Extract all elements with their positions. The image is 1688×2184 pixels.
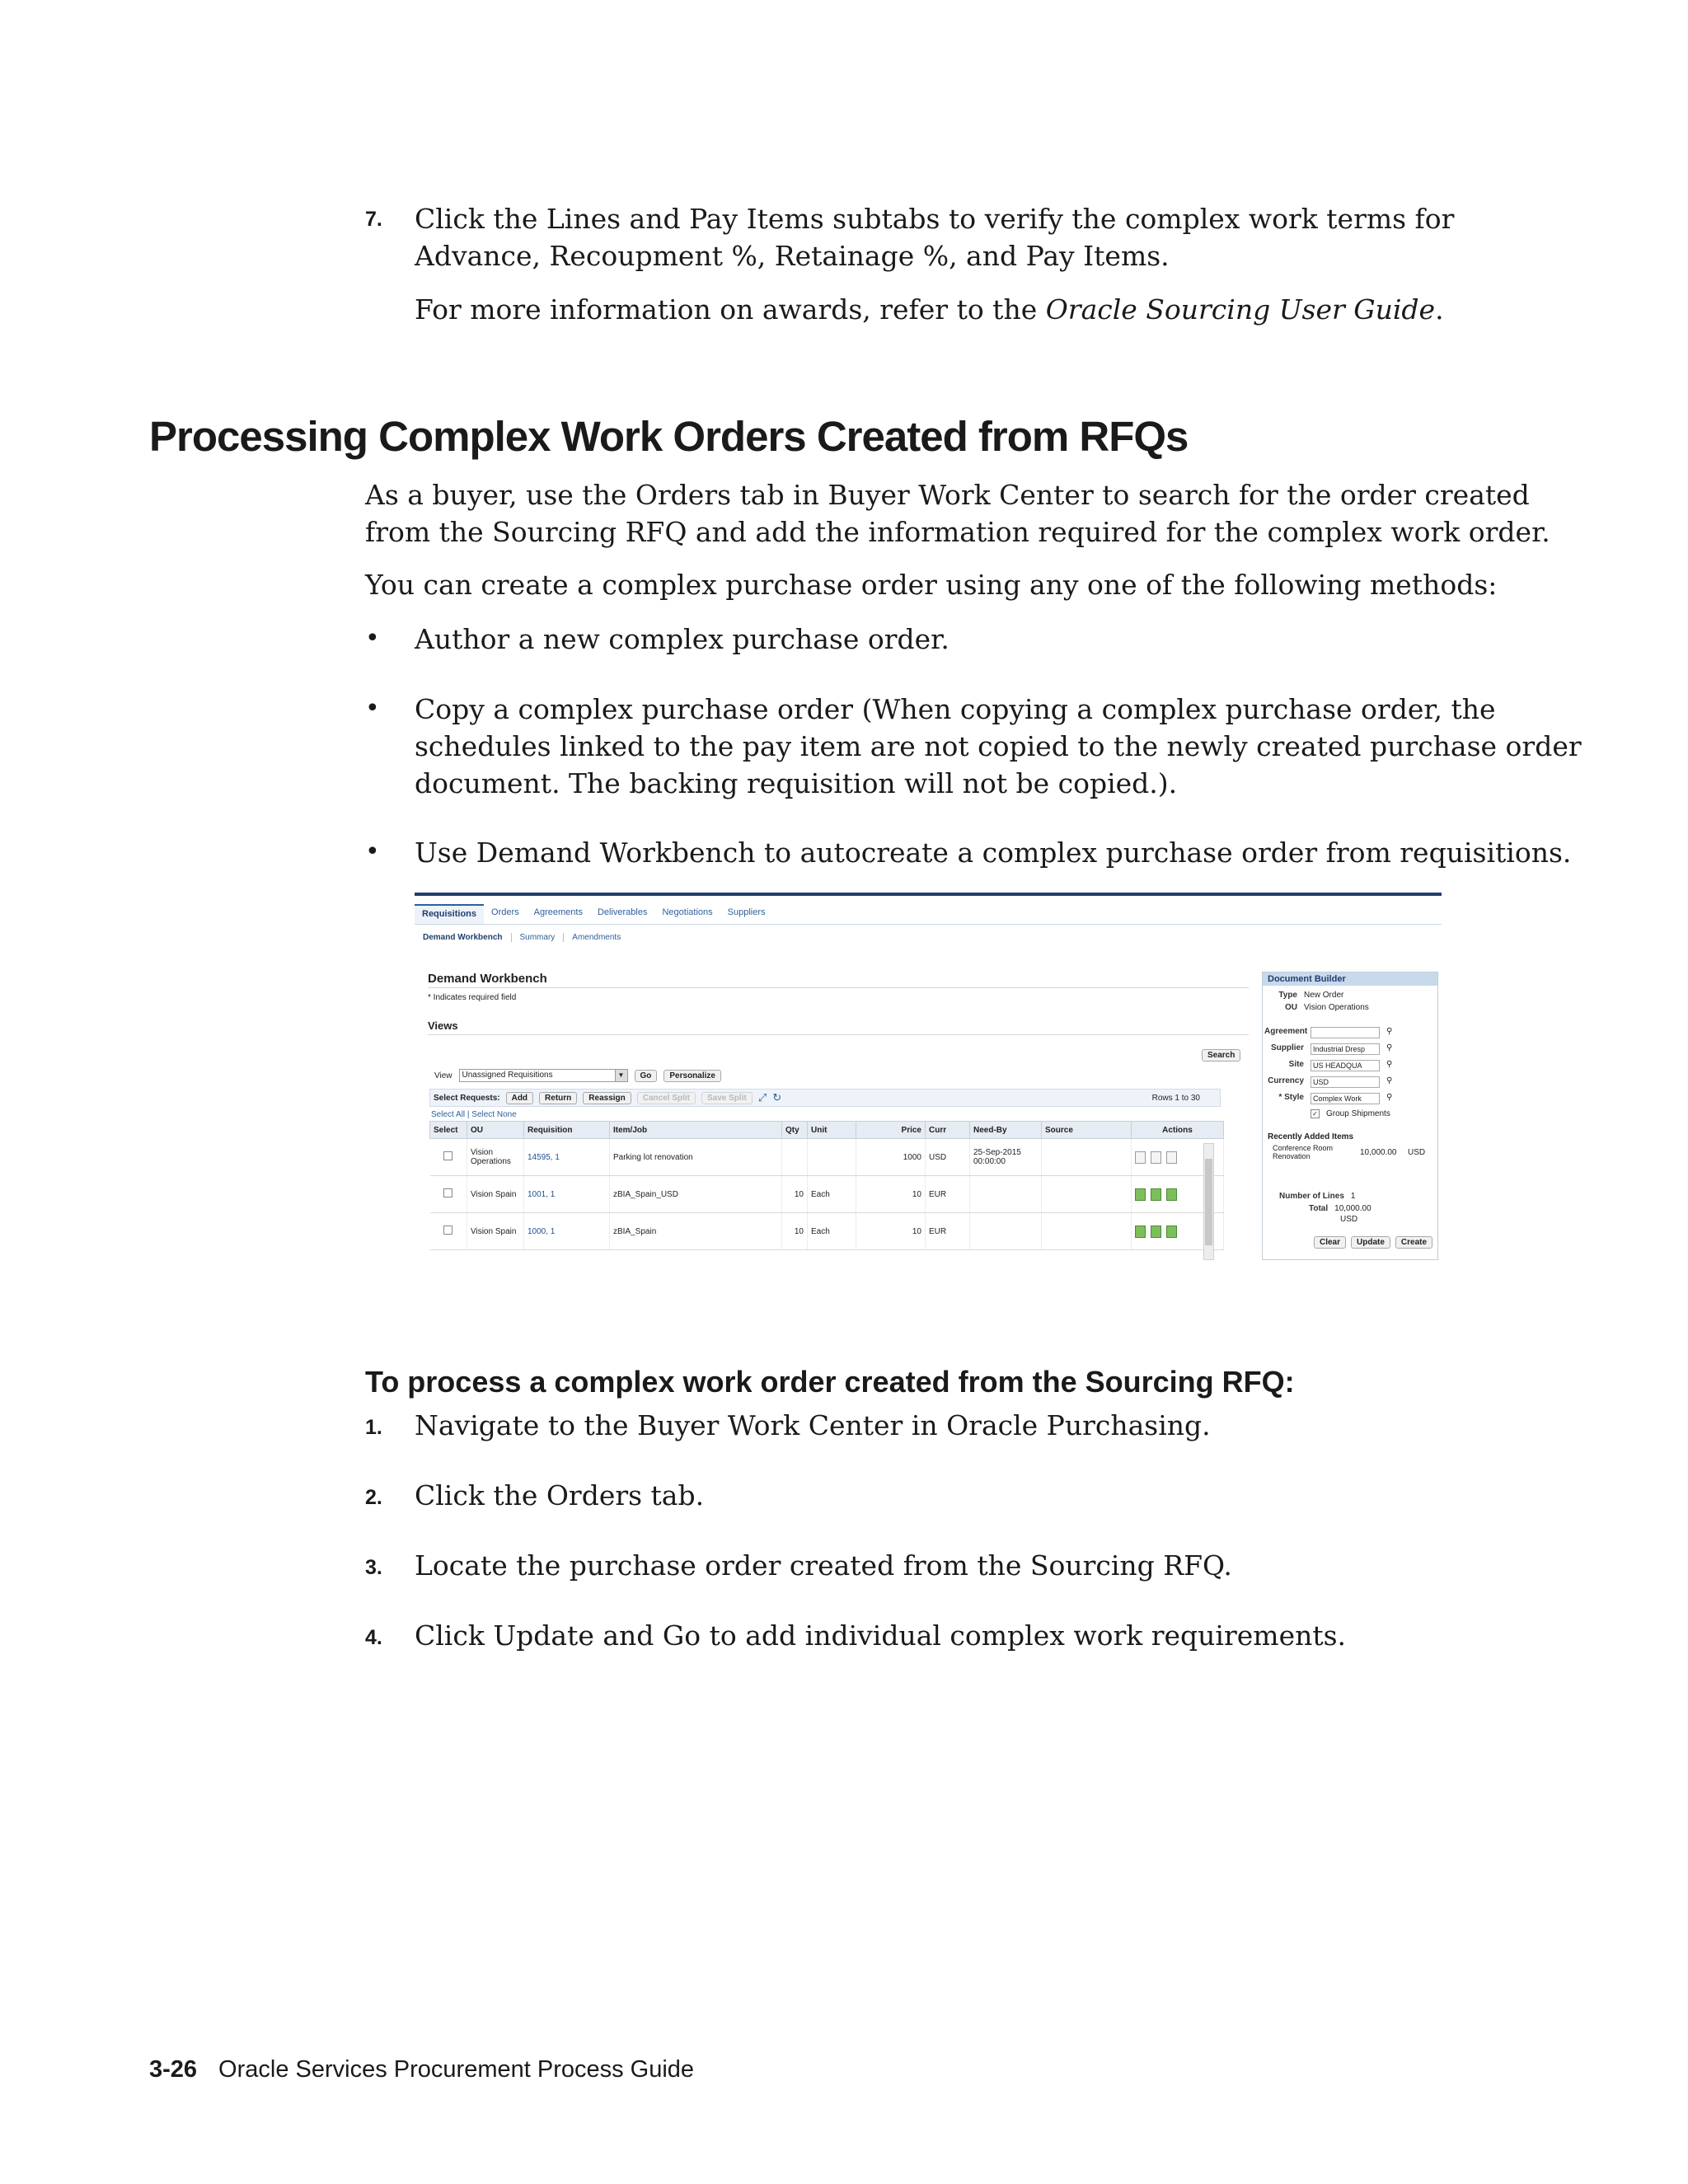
cell-item: zBIA_Spain_USD [610,1176,782,1213]
guide-title: Oracle Services Procurement Process Guide [218,2056,695,2083]
table-row [430,1176,1224,1213]
cell-unit: Each [808,1213,856,1250]
cell-item: Parking lot renovation [610,1139,782,1176]
create-button[interactable]: Create [1395,1236,1432,1249]
document-builder-title: Document Builder [1263,972,1437,986]
tab-deliverables[interactable]: Deliverables [597,907,648,917]
chevron-down-icon: ▼ [615,1070,627,1081]
site-row [1264,1060,1392,1071]
cell-price: 10 [856,1213,926,1250]
tab-suppliers[interactable]: Suppliers [727,907,766,917]
step-4-text: Click Update and Go to add individual complex work requirements. [415,1619,1347,1652]
col-select: Select [430,1122,467,1139]
expand-icon[interactable]: ⤢ [757,1091,767,1104]
add-button[interactable]: Add [506,1092,533,1104]
rows-indicator: Rows 1 to 30 [1151,1093,1200,1103]
cancel-split-button: Cancel Split [637,1092,696,1104]
cell-price: 10 [856,1176,926,1213]
cell-ou: Vision Operations [467,1139,524,1176]
cell-source [1042,1213,1132,1250]
type-label: Type [1278,991,1297,1000]
intro-line-1: As a buyer, use the Orders tab in Buyer Work Center to search for the order created [365,479,1530,511]
split-icon[interactable] [1166,1188,1177,1201]
search-icon[interactable]: ⚲ [1386,1027,1393,1036]
view-select-value: Unassigned Requisitions [462,1071,553,1080]
bullet-1-text: Author a new complex purchase order. [415,623,950,655]
currency-row [1264,1076,1392,1088]
cell-need-by: 25-Sep-2015 00:00:00 [970,1139,1042,1176]
ou-value: Vision Operations [1304,1003,1369,1012]
table-scrollbar[interactable] [1203,1143,1214,1260]
subtab-summary[interactable]: Summary [512,933,565,942]
step-7-line-2: Advance, Recoupment %, Retainage %, and Pay Items. [415,240,1170,272]
split-icon[interactable] [1166,1226,1177,1238]
row-checkbox[interactable] [443,1188,452,1197]
total-value: 10,000.00 [1334,1204,1372,1213]
go-button[interactable]: Go [635,1070,658,1082]
supplier-label: Supplier [1270,1043,1304,1052]
cell-curr: EUR [926,1213,970,1250]
search-icon[interactable]: ⚲ [1386,1076,1393,1085]
bullet-3-text: Use Demand Workbench to autocreate a complex purchase order from requisitions. [415,837,1572,869]
type-value: New Order [1304,991,1344,1000]
step-7-text [415,200,1454,274]
cell-ou: Vision Spain [467,1213,524,1250]
procedure-title: To process a complex work order created from the Sourcing RFQ: [365,1365,1295,1399]
col-need-by[interactable]: Need-By [970,1122,1042,1139]
site-field[interactable]: US HEADQUA [1311,1060,1380,1071]
page-number: 3-26 [149,2056,198,2083]
agreement-field[interactable] [1311,1027,1380,1038]
sub-tabs [423,933,629,942]
bullet-2-line-1: Copy a complex purchase order (When copying a complex purchase order, the [415,693,1496,725]
step-1-text: Navigate to the Buyer Work Center in Oracle Purchasing. [415,1409,1211,1441]
views-heading: Views [428,1019,458,1032]
select-requests-label: Select Requests: [434,1093,500,1103]
col-qty: Qty [782,1122,808,1139]
methods-intro: You can create a complex purchase order using any one of the following methods: [365,569,1498,601]
split-icon[interactable] [1166,1151,1177,1164]
ou-row [1258,1003,1369,1012]
lines-row [1279,1192,1355,1201]
col-ou[interactable]: OU [467,1122,524,1139]
bullet-3-marker: • [365,837,380,866]
cell-requisition-link[interactable]: 14595, 1 [524,1139,610,1176]
bullet-2-line-3: document. The backing requisition will not be copied.). [415,767,1178,799]
type-row [1258,991,1343,1000]
required-note: * Indicates required field [428,993,517,1002]
title-divider [428,987,1249,988]
add-to-document-icon[interactable] [1151,1151,1161,1164]
cell-curr: EUR [926,1176,970,1213]
currency-field[interactable]: USD [1311,1076,1380,1088]
lines-label: Number of Lines [1279,1192,1344,1201]
cell-qty [782,1139,808,1176]
group-shipments-label: Group Shipments [1326,1109,1390,1118]
step-3-number: 3. [365,1556,382,1579]
more-info-prefix: For more information on awards, refer to the [415,293,1046,326]
intro-line-2: from the Sourcing RFQ and add the information required for the complex work order. [365,516,1550,548]
cell-curr: USD [926,1139,970,1176]
table-header-row [430,1122,1224,1139]
document-builder-buttons [1314,1236,1432,1249]
tab-orders[interactable]: Orders [491,907,519,917]
agreement-label: Agreement [1264,1027,1308,1036]
demand-workbench-screenshot [415,893,1442,1263]
bullet-1-marker: • [365,624,380,653]
style-label: * Style [1278,1093,1304,1102]
search-icon[interactable]: ⚲ [1386,1043,1393,1052]
clear-button[interactable]: Clear [1314,1236,1346,1249]
cell-need-by [970,1213,1042,1250]
table-row [430,1139,1224,1176]
search-button[interactable]: Search [1202,1049,1240,1062]
search-icon[interactable]: ⚲ [1386,1093,1393,1102]
section-title: Processing Complex Work Orders Created from RFQs [149,413,1189,460]
col-curr[interactable]: Curr [926,1122,970,1139]
step-2-text: Click the Orders tab. [415,1479,705,1511]
intro-paragraph [365,476,1550,551]
return-button[interactable]: Return [539,1092,577,1104]
more-info-paragraph [415,291,1444,328]
refresh-icon[interactable]: ↻ [772,1091,782,1104]
update-button[interactable]: Update [1351,1236,1390,1249]
step-3-text: Locate the purchase order created from the Sourcing RFQ. [415,1549,1232,1582]
row-checkbox[interactable] [443,1226,452,1235]
bullet-2-line-2: schedules linked to the pay item are not copied to the newly created purchase order [415,730,1582,762]
tab-agreements[interactable]: Agreements [533,907,583,917]
personalize-button[interactable]: Personalize [663,1070,721,1082]
tab-requisitions[interactable]: Requisitions [415,904,484,924]
step-4-number: 4. [365,1626,382,1649]
col-requisition[interactable]: Requisition [524,1122,610,1139]
view-row [434,1069,721,1082]
guide-reference: Oracle Sourcing User Guide [1045,293,1436,326]
requisitions-table [429,1121,1224,1250]
page-footer [149,2056,694,2083]
view-label: View [434,1071,452,1080]
bullet-2-text [415,691,1582,802]
cell-source [1042,1139,1132,1176]
cell-qty: 10 [782,1176,808,1213]
row-checkbox[interactable] [443,1151,452,1160]
tab-negotiations[interactable]: Negotiations [662,907,713,917]
style-field[interactable]: Complex Work [1311,1093,1380,1104]
site-label: Site [1288,1060,1304,1069]
cell-unit [808,1139,856,1176]
col-unit: Unit [808,1122,856,1139]
step-1-number: 1. [365,1416,382,1439]
total-row [1309,1204,1372,1213]
group-shipments-row [1311,1109,1390,1118]
currency-label: Currency [1268,1076,1304,1085]
document-builder-panel [1262,972,1438,1260]
save-split-button: Save Split [701,1092,753,1104]
select-all-links[interactable]: Select All | Select None [431,1110,517,1119]
step-7-line-1: Click the Lines and Pay Items subtabs to verify the complex work terms for [415,203,1455,235]
cell-need-by [970,1176,1042,1213]
ou-label: OU [1285,1003,1297,1012]
views-divider [428,1034,1249,1035]
reassign-button[interactable]: Reassign [583,1092,631,1104]
recent-item-name: Conference Room Renovation [1273,1144,1334,1160]
cell-price: 1000 [856,1139,926,1176]
cell-requisition-link[interactable]: 1000, 1 [524,1213,610,1250]
subtab-demand-workbench[interactable]: Demand Workbench [423,933,512,942]
col-actions: Actions [1132,1122,1224,1139]
agreement-row [1264,1027,1392,1038]
supplier-row [1264,1043,1392,1055]
recent-item-currency: USD [1408,1148,1426,1157]
workbench-title: Demand Workbench [428,972,547,986]
document-icon[interactable] [1135,1188,1146,1201]
step-7-number: 7. [365,208,382,231]
lines-value: 1 [1350,1192,1356,1201]
add-to-document-icon[interactable] [1151,1226,1161,1238]
cell-unit: Each [808,1176,856,1213]
group-shipments-checkbox[interactable]: ✓ [1311,1109,1320,1118]
recent-item-amount: 10,000.00 [1360,1148,1397,1157]
cell-item: zBIA_Spain [610,1213,782,1250]
bullet-2-marker: • [365,694,380,723]
select-requests-bar [429,1089,1221,1107]
document-icon[interactable] [1135,1151,1146,1164]
view-select[interactable] [459,1069,628,1082]
cell-ou: Vision Spain [467,1176,524,1213]
recently-added-heading: Recently Added Items [1268,1132,1354,1141]
table-row [430,1213,1224,1250]
document-icon[interactable] [1135,1226,1146,1238]
tab-divider [415,924,1442,925]
supplier-field[interactable]: Industrial Dresp [1311,1043,1380,1055]
main-tabs [415,904,773,924]
total-label: Total [1309,1204,1329,1213]
subtab-amendments[interactable]: Amendments [572,933,621,942]
scrollbar-thumb[interactable] [1205,1159,1212,1245]
total-currency: USD [1340,1215,1358,1224]
style-row [1264,1093,1392,1104]
add-to-document-icon[interactable] [1151,1188,1161,1201]
cell-source [1042,1176,1132,1213]
step-2-number: 2. [365,1486,382,1509]
col-item-job: Item/Job [610,1122,782,1139]
col-source: Source [1042,1122,1132,1139]
col-price: Price [856,1122,926,1139]
more-info-suffix: . [1435,293,1444,326]
search-icon[interactable]: ⚲ [1386,1060,1393,1069]
cell-qty: 10 [782,1213,808,1250]
cell-requisition-link[interactable]: 1001, 1 [524,1176,610,1213]
